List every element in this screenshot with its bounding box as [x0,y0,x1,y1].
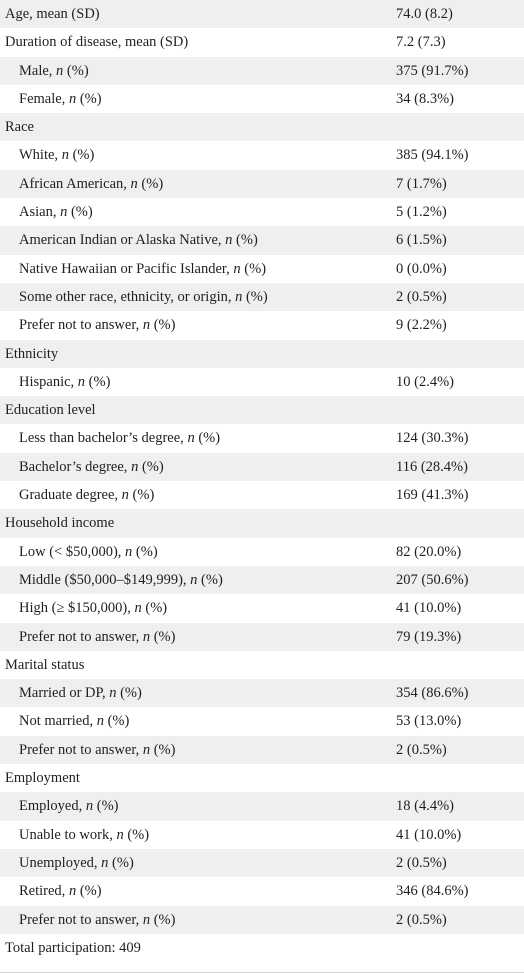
row-label: Unemployed, n (%) [19,854,134,871]
row-value: 124 (30.3%) [396,430,469,447]
row-value: 207 (50.6%) [396,571,469,588]
n-symbol: n [68,883,77,900]
n-symbol: n [85,798,94,815]
row-value: 6 (1.5%) [396,232,447,249]
n-symbol: n [142,317,151,334]
table-row [0,424,524,452]
row-value: 82 (20.0%) [396,543,462,560]
row-label: Unable to work, n (%) [19,826,150,843]
row-value: 7 (1.7%) [396,175,447,192]
table-row [0,821,524,849]
row-value: 9 (2.2%) [396,317,447,334]
row-label: Asian, n (%) [19,204,93,221]
row-value: 2 (0.5%) [396,854,447,871]
row-label: Duration of disease, mean (SD) [5,34,189,51]
row-label: Female, n (%) [19,90,102,107]
table-row [0,707,524,735]
table-row [0,368,524,396]
n-symbol: n [109,685,117,702]
table-row [0,198,524,226]
n-symbol: n [142,741,151,758]
row-value: 18 (4.4%) [396,798,454,815]
n-symbol: n [121,487,129,504]
table-row [0,0,524,28]
table-row [0,877,524,905]
row-label: Prefer not to answer, n (%) [19,911,176,928]
row-value: 7.2 (7.3) [396,34,446,51]
n-symbol: n [225,232,233,249]
table-row [0,792,524,820]
row-value: 5 (1.2%) [396,204,447,221]
row-value: 0 (0.0%) [396,260,447,277]
table-row [0,340,524,368]
table-row [0,679,524,707]
row-label: Prefer not to answer, n (%) [19,628,176,645]
row-label: Total participation: 409 [5,939,141,956]
row-value: 74.0 (8.2) [396,6,453,22]
row-label: White, n (%) [19,147,95,164]
table-row [0,764,524,792]
n-symbol: n [187,430,195,447]
row-label: Some other race, ethnicity, or origin, n (%) [19,288,268,305]
row-value: 2 (0.5%) [396,741,447,758]
row-label: Less than bachelor’s degree, n (%) [19,430,221,447]
table-row [0,849,524,877]
table-row [0,538,524,566]
table-row [0,141,524,169]
n-symbol: n [68,90,77,107]
table-row [0,623,524,651]
row-label: Married or DP, n (%) [19,685,142,702]
row-label: Middle ($50,000–$149,999), n (%) [19,571,223,588]
table-row [0,28,524,56]
table-row [0,396,524,424]
table-row [0,255,524,283]
n-symbol: n [233,260,241,277]
row-value: 354 (86.6%) [396,685,469,702]
n-symbol: n [134,600,142,617]
table-row [0,906,524,934]
table-row [0,85,524,113]
row-label: Hispanic, n (%) [19,373,111,390]
n-symbol: n [56,62,64,79]
row-label: Race [5,119,34,136]
table-row [0,594,524,622]
row-value: 53 (13.0%) [396,713,462,730]
row-value: 41 (10.0%) [396,826,462,843]
row-label: Bachelor’s degree, n (%) [19,458,164,475]
row-value: 375 (91.7%) [396,62,469,79]
row-label: Prefer not to answer, n (%) [19,741,176,758]
n-symbol: n [142,911,151,928]
table-row [0,226,524,254]
n-symbol: n [125,543,133,560]
row-label: Male, n (%) [19,62,89,79]
n-symbol: n [235,288,243,305]
row-value: 34 (8.3%) [396,90,454,107]
row-value: 116 (28.4%) [396,458,468,475]
row-label: American Indian or Alaska Native, n (%) [19,232,258,249]
table-row [0,57,524,85]
table-row [0,481,524,509]
n-symbol: n [131,458,139,475]
table-row [0,509,524,537]
n-symbol: n [77,373,86,390]
row-value: 79 (19.3%) [396,628,462,645]
n-symbol: n [101,854,109,871]
row-label: Graduate degree, n (%) [19,487,155,504]
n-symbol: n [61,147,69,164]
n-symbol: n [116,826,124,843]
table-row [0,453,524,481]
table-row [0,170,524,198]
row-label: Native Hawaiian or Pacific Islander, n (%) [19,260,267,277]
row-label: Marital status [5,656,85,673]
n-symbol: n [96,713,104,730]
row-label: Not married, n (%) [19,713,130,730]
table-row [0,651,524,679]
row-value: 41 (10.0%) [396,600,462,617]
table-row [0,934,524,962]
row-value: 2 (0.5%) [396,911,447,928]
table-row [0,566,524,594]
row-value: 346 (84.6%) [396,883,469,900]
row-label: Employed, n (%) [19,798,119,815]
row-label: Retired, n (%) [19,883,102,900]
row-value: 169 (41.3%) [396,487,469,504]
row-label: Household income [5,515,115,532]
table-row [0,736,524,764]
row-value: 385 (94.1%) [396,147,469,164]
row-label: Low (< $50,000), n (%) [19,543,158,560]
n-symbol: n [60,204,68,221]
n-symbol: n [190,571,198,588]
row-label: Age, mean (SD) [5,6,100,22]
row-label: Ethnicity [5,345,59,362]
table-row [0,311,524,339]
row-value: 2 (0.5%) [396,288,447,305]
row-label: Employment [5,770,80,787]
row-value: 10 (2.4%) [396,373,454,390]
n-symbol: n [142,628,151,645]
row-label: African American, n (%) [19,175,164,192]
table-row [0,283,524,311]
row-label: Prefer not to answer, n (%) [19,317,176,334]
row-label: High (≥ $150,000), n (%) [19,600,168,617]
row-label: Education level [5,402,96,419]
n-symbol: n [130,175,138,192]
table-row [0,113,524,141]
